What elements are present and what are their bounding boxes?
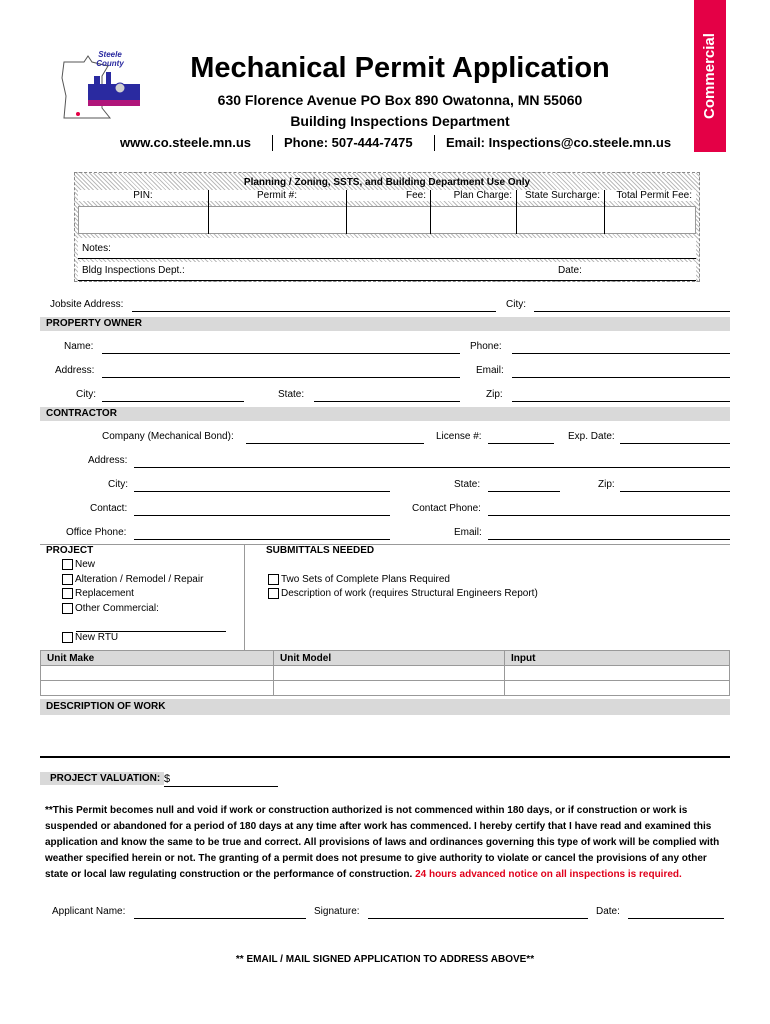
table-header-row xyxy=(41,651,730,666)
header-phone: Phone: 507-444-7475 xyxy=(284,135,413,150)
col-divider xyxy=(516,190,517,234)
owner-zip-field[interactable] xyxy=(512,401,730,402)
contractor-city-field[interactable] xyxy=(134,491,390,492)
description-field[interactable] xyxy=(40,716,730,758)
contractor-email-label: Email: xyxy=(454,527,482,538)
submittal-option-plans[interactable] xyxy=(268,574,450,585)
checkbox[interactable] xyxy=(62,603,73,614)
valuation-row xyxy=(40,772,280,788)
property-owner-header: PROPERTY OWNER xyxy=(40,317,730,331)
col-divider xyxy=(346,190,347,234)
valuation-field[interactable] xyxy=(164,786,278,787)
jobsite-city-label: City: xyxy=(506,299,526,310)
legal-text: **This Permit becomes null and void if work or construction authorized is not commenced within 180 days, or if construction or work is suspended or abandoned for a period of 180 days at any time after work has commenced. I hereby certify that I have read and examined this application and know the same to be true and correct. All provisions of laws and ordinances governing this type of work will be complied with weather specified herein or not. The granting of a permit does not presume to give authority to violate or cancel the provisions of any other state or local law regulating construction or the performance of construction. xyxy=(45,805,720,880)
contractor-zip-field[interactable] xyxy=(620,491,730,492)
contractor-header: CONTRACTOR xyxy=(40,407,730,421)
checkbox[interactable] xyxy=(268,574,279,585)
office-bldg-row xyxy=(78,262,696,281)
unit-model-header: Unit Model xyxy=(274,651,505,666)
contractor-city-label: City: xyxy=(108,479,128,490)
office-notes-row xyxy=(78,238,696,259)
option-label: Alteration / Remodel / Repair xyxy=(75,574,204,586)
jobsite-address-label: Jobsite Address: xyxy=(50,299,124,310)
unit-model-cell[interactable] xyxy=(274,681,505,696)
contractor-address-label: Address: xyxy=(88,455,128,466)
checkbox[interactable] xyxy=(62,559,73,570)
submittals-header: SUBMITTALS NEEDED xyxy=(266,545,375,556)
table-row xyxy=(41,666,730,681)
license-label: License #: xyxy=(436,431,482,442)
option-label: Replacement xyxy=(75,588,134,600)
project-divider xyxy=(40,544,730,545)
units-table xyxy=(40,650,730,696)
exp-date-label: Exp. Date: xyxy=(568,431,615,442)
col-pin: PIN: xyxy=(78,190,208,201)
owner-state-field[interactable] xyxy=(314,401,460,402)
header-email[interactable]: Email: Inspections@co.steele.mn.us xyxy=(446,135,672,150)
owner-phone-label: Phone: xyxy=(470,341,502,352)
option-label: Two Sets of Complete Plans Required xyxy=(281,574,450,586)
input-cell[interactable] xyxy=(505,681,730,696)
header-department: Building Inspections Department xyxy=(290,113,510,129)
option-label: Description of work (requires Structural Engineers Report) xyxy=(281,588,538,600)
project-option-replacement[interactable] xyxy=(62,588,134,599)
signature-label: Signature: xyxy=(314,906,360,917)
project-header: PROJECT xyxy=(46,545,94,556)
website-link[interactable]: www.co.steele.mn.us xyxy=(120,135,252,150)
contractor-state-field[interactable] xyxy=(488,491,560,492)
company-label: Company (Mechanical Bond): xyxy=(102,431,234,442)
contact-phone-label: Contact Phone: xyxy=(412,503,481,514)
input-cell[interactable] xyxy=(505,666,730,681)
option-label: New xyxy=(75,559,96,571)
owner-state-label: State: xyxy=(278,389,305,400)
license-field[interactable] xyxy=(488,443,554,444)
checkbox[interactable] xyxy=(62,588,73,599)
divider xyxy=(434,135,435,151)
footer-note: ** EMAIL / MAIL SIGNED APPLICATION TO ADDRESS ABOVE** xyxy=(235,954,535,965)
unit-make-cell[interactable] xyxy=(41,666,274,681)
col-divider xyxy=(208,190,209,234)
owner-email-label: Email: xyxy=(476,365,504,376)
contractor-email-field[interactable] xyxy=(488,539,730,540)
owner-city-field[interactable] xyxy=(102,401,244,402)
project-option-new[interactable] xyxy=(62,559,95,570)
col-state-surcharge: State Surcharge: xyxy=(516,190,604,201)
signature-date-label: Date: xyxy=(596,906,620,917)
valuation-label: PROJECT VALUATION: xyxy=(40,772,164,785)
checkbox[interactable] xyxy=(268,588,279,599)
project-col-divider xyxy=(244,544,245,650)
input-header: Input xyxy=(505,651,730,666)
owner-name-field[interactable] xyxy=(102,353,460,354)
option-label: Other Commercial: xyxy=(75,603,159,615)
inspection-notice: 24 hours advanced notice on all inspections is required xyxy=(415,869,680,880)
owner-phone-field[interactable] xyxy=(512,353,730,354)
contact-field[interactable] xyxy=(134,515,390,516)
col-fee: Fee: xyxy=(346,190,430,201)
exp-date-field[interactable] xyxy=(620,443,730,444)
contact-phone-field[interactable] xyxy=(488,515,730,516)
jobsite-address-field[interactable] xyxy=(132,311,496,312)
col-divider xyxy=(604,190,605,234)
submittal-option-description[interactable] xyxy=(268,588,538,599)
commercial-tab xyxy=(694,0,726,152)
owner-city-label: City: xyxy=(76,389,96,400)
commercial-tab-label: Commercial xyxy=(701,33,718,119)
table-row xyxy=(41,681,730,696)
owner-zip-label: Zip: xyxy=(486,389,503,400)
signature-field[interactable] xyxy=(368,918,588,919)
contractor-address-field[interactable] xyxy=(134,467,730,468)
notes-label: Notes: xyxy=(82,243,111,254)
divider xyxy=(272,135,273,151)
checkbox[interactable] xyxy=(62,632,73,643)
office-phone-label: Office Phone: xyxy=(66,527,127,538)
applicant-name-label: Applicant Name: xyxy=(52,906,126,917)
project-option-new-rtu[interactable] xyxy=(62,632,118,643)
page-title: Mechanical Permit Application xyxy=(190,52,610,84)
owner-address-field[interactable] xyxy=(102,377,460,378)
contractor-state-label: State: xyxy=(454,479,481,490)
header-contact-row xyxy=(112,133,684,153)
logo-text: Steele County xyxy=(96,50,124,68)
owner-address-label: Address: xyxy=(55,365,95,376)
company-field[interactable] xyxy=(246,443,424,444)
checkbox[interactable] xyxy=(62,574,73,585)
contact-label: Contact: xyxy=(90,503,128,514)
applicant-name-field[interactable] xyxy=(134,918,306,919)
office-use-title: Planning / Zoning, SSTS, and Building Department Use Only xyxy=(243,177,531,188)
project-option-other[interactable] xyxy=(62,603,159,614)
signature-date-field[interactable] xyxy=(628,918,724,919)
col-permit: Permit #: xyxy=(208,190,346,201)
office-date-label: Date: xyxy=(558,265,582,276)
jobsite-city-field[interactable] xyxy=(534,311,730,312)
owner-email-field[interactable] xyxy=(512,377,730,378)
contractor-zip-label: Zip: xyxy=(598,479,615,490)
unit-make-cell[interactable] xyxy=(41,681,274,696)
col-total-fee: Total Permit Fee: xyxy=(604,190,696,201)
owner-name-label: Name: xyxy=(64,341,94,352)
header-address: 630 Florence Avenue PO Box 890 Owatonna, MN 55060 xyxy=(217,92,583,108)
project-option-alteration[interactable] xyxy=(62,574,203,585)
county-logo xyxy=(58,48,144,128)
office-phone-field[interactable] xyxy=(134,539,390,540)
option-label: New RTU xyxy=(75,632,119,644)
valuation-currency: $ xyxy=(164,773,171,785)
description-header: DESCRIPTION OF WORK xyxy=(40,699,730,715)
col-plan-charge: Plan Charge: xyxy=(430,190,516,201)
unit-make-header: Unit Make xyxy=(41,651,274,666)
bldg-inspections-label: Bldg Inspections Dept.: xyxy=(82,265,185,276)
unit-model-cell[interactable] xyxy=(274,666,505,681)
col-divider xyxy=(430,190,431,234)
legal-text-block: **This Permit becomes null and void if work or construction authorized is not commenced within 180 days, or if construction or work is suspended or abandoned for a period of 180 days at any time after work has commenced. I hereby certify that I have read and examined this application and know the same to be true and correct. All provisions of laws and ordinances governing this type of work will be complied with weather specified herein or not. The granting of a permit does not presume to give authority to violate or cancel the provisions of any other state or local law regulating construction or the performance of construction. 24 hours advanced notice on all inspections is required. xyxy=(45,805,720,880)
